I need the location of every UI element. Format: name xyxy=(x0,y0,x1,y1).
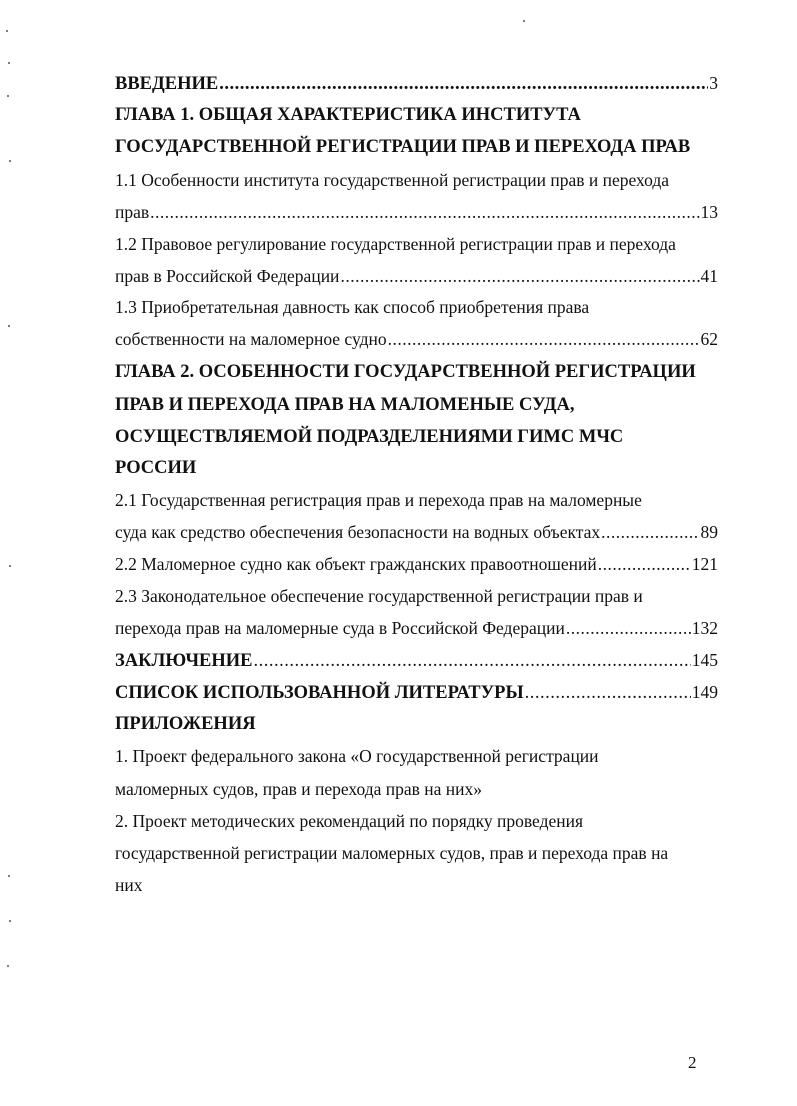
dot-leader xyxy=(150,197,699,228)
scan-speck xyxy=(9,565,11,567)
toc-entry-intro xyxy=(115,68,718,99)
toc-appendix-1-line2: маломерных судов, прав и перехода прав на них» xyxy=(115,779,483,799)
toc-page: 3 xyxy=(709,73,718,93)
scan-speck xyxy=(8,62,10,64)
toc-chapter2-line2: ПРАВ И ПЕРЕХОДА ПРАВ НА МАЛОМЕНЫЕ СУДА, xyxy=(115,395,575,415)
toc-section-1-1-line2 xyxy=(115,197,718,228)
toc-title: прав xyxy=(115,202,150,222)
toc-section-1-2-line1: 1.2 Правовое регулирование государственной регистрации прав и перехода xyxy=(115,234,676,254)
dot-leader xyxy=(340,261,699,292)
toc-page: 121 xyxy=(691,554,718,574)
toc-page: 62 xyxy=(700,329,718,349)
dot-leader xyxy=(254,646,691,677)
toc-entry-literature xyxy=(115,677,718,708)
toc-chapter2-line4: РОССИИ xyxy=(115,458,197,478)
scan-speck xyxy=(8,325,10,327)
scan-speck xyxy=(9,920,11,922)
toc-chapter2-line3: ОСУЩЕСТВЛЯЕМОЙ ПОДРАЗДЕЛЕНИЯМИ ГИМС МЧС xyxy=(115,427,624,447)
toc-section-1-3-line1: 1.3 Приобретательная давность как способ приобретения права xyxy=(115,297,590,317)
scan-speck xyxy=(7,95,9,97)
toc-chapter1-line2: ГОСУДАРСТВЕННОЙ РЕГИСТРАЦИИ ПРАВ И ПЕРЕХОДА ПРАВ xyxy=(115,137,691,157)
scan-speck xyxy=(6,30,8,32)
dot-leader xyxy=(388,324,700,355)
toc-section-1-3-line2 xyxy=(115,324,718,355)
toc-section-2-3-line2 xyxy=(115,613,718,644)
toc-page: 132 xyxy=(691,618,718,638)
toc-appendix-1-line1: 1. Проект федерального закона «О государственной регистрации xyxy=(115,746,599,766)
toc-section-2-3-line1: 2.3 Законодательное обеспечение государственной регистрации прав и xyxy=(115,586,643,606)
toc-section-2-1-line2 xyxy=(115,517,718,548)
scan-speck xyxy=(523,20,525,22)
dot-leader xyxy=(525,678,691,709)
dot-leader xyxy=(219,69,708,100)
toc-title: собственности на маломерное судно xyxy=(115,329,387,349)
toc-section-1-2-line2 xyxy=(115,261,718,292)
toc-title: ВВЕДЕНИЕ xyxy=(115,74,219,94)
toc-title: СПИСОК ИСПОЛЬЗОВАННОЙ ЛИТЕРАТУРЫ xyxy=(115,683,524,703)
toc-appendix-2-line3: них xyxy=(115,875,143,895)
toc-appendix-2-line1: 2. Проект методических рекомендаций по порядку проведения xyxy=(115,811,584,831)
toc-chapter1-line1: ГЛАВА 1. ОБЩАЯ ХАРАКТЕРИСТИКА ИНСТИТУТА xyxy=(115,105,581,125)
dot-leader xyxy=(601,517,699,548)
toc-title: прав в Российской Федерации xyxy=(115,266,340,286)
toc-appendices-title: ПРИЛОЖЕНИЯ xyxy=(115,714,256,734)
toc-section-2-1-line1: 2.1 Государственная регистрация прав и перехода прав на маломерные xyxy=(115,490,642,510)
toc-appendix-2-line2: государственной регистрации маломерных судов, прав и перехода прав на xyxy=(115,843,669,863)
toc-chapter2-line1: ГЛАВА 2. ОСОБЕННОСТИ ГОСУДАРСТВЕННОЙ РЕГИСТРАЦИИ xyxy=(115,362,696,382)
toc-title: суда как средство обеспечения безопасности на водных объектах xyxy=(115,522,601,542)
toc-page: 41 xyxy=(700,266,718,286)
scan-speck xyxy=(9,160,11,162)
toc-page: 149 xyxy=(691,682,718,702)
toc-section-1-1-line1: 1.1 Особенности института государственной регистрации прав и перехода xyxy=(115,170,670,190)
dot-leader xyxy=(598,549,691,580)
toc-title: ЗАКЛЮЧЕНИЕ xyxy=(115,651,253,671)
toc-page: 145 xyxy=(691,650,718,670)
dot-leader xyxy=(566,613,691,644)
toc-entry-conclusion xyxy=(115,645,718,676)
toc-page: 89 xyxy=(700,522,718,542)
page-number: 2 xyxy=(688,1053,697,1072)
toc-title: перехода прав на маломерные суда в Российской Федерации xyxy=(115,618,565,638)
toc-section-2-2 xyxy=(115,549,718,580)
scan-speck xyxy=(8,875,10,877)
toc-title: 2.2 Маломерное судно как объект гражданских правоотношений xyxy=(115,554,597,574)
scan-speck xyxy=(7,965,9,967)
toc-page: 13 xyxy=(700,202,718,222)
